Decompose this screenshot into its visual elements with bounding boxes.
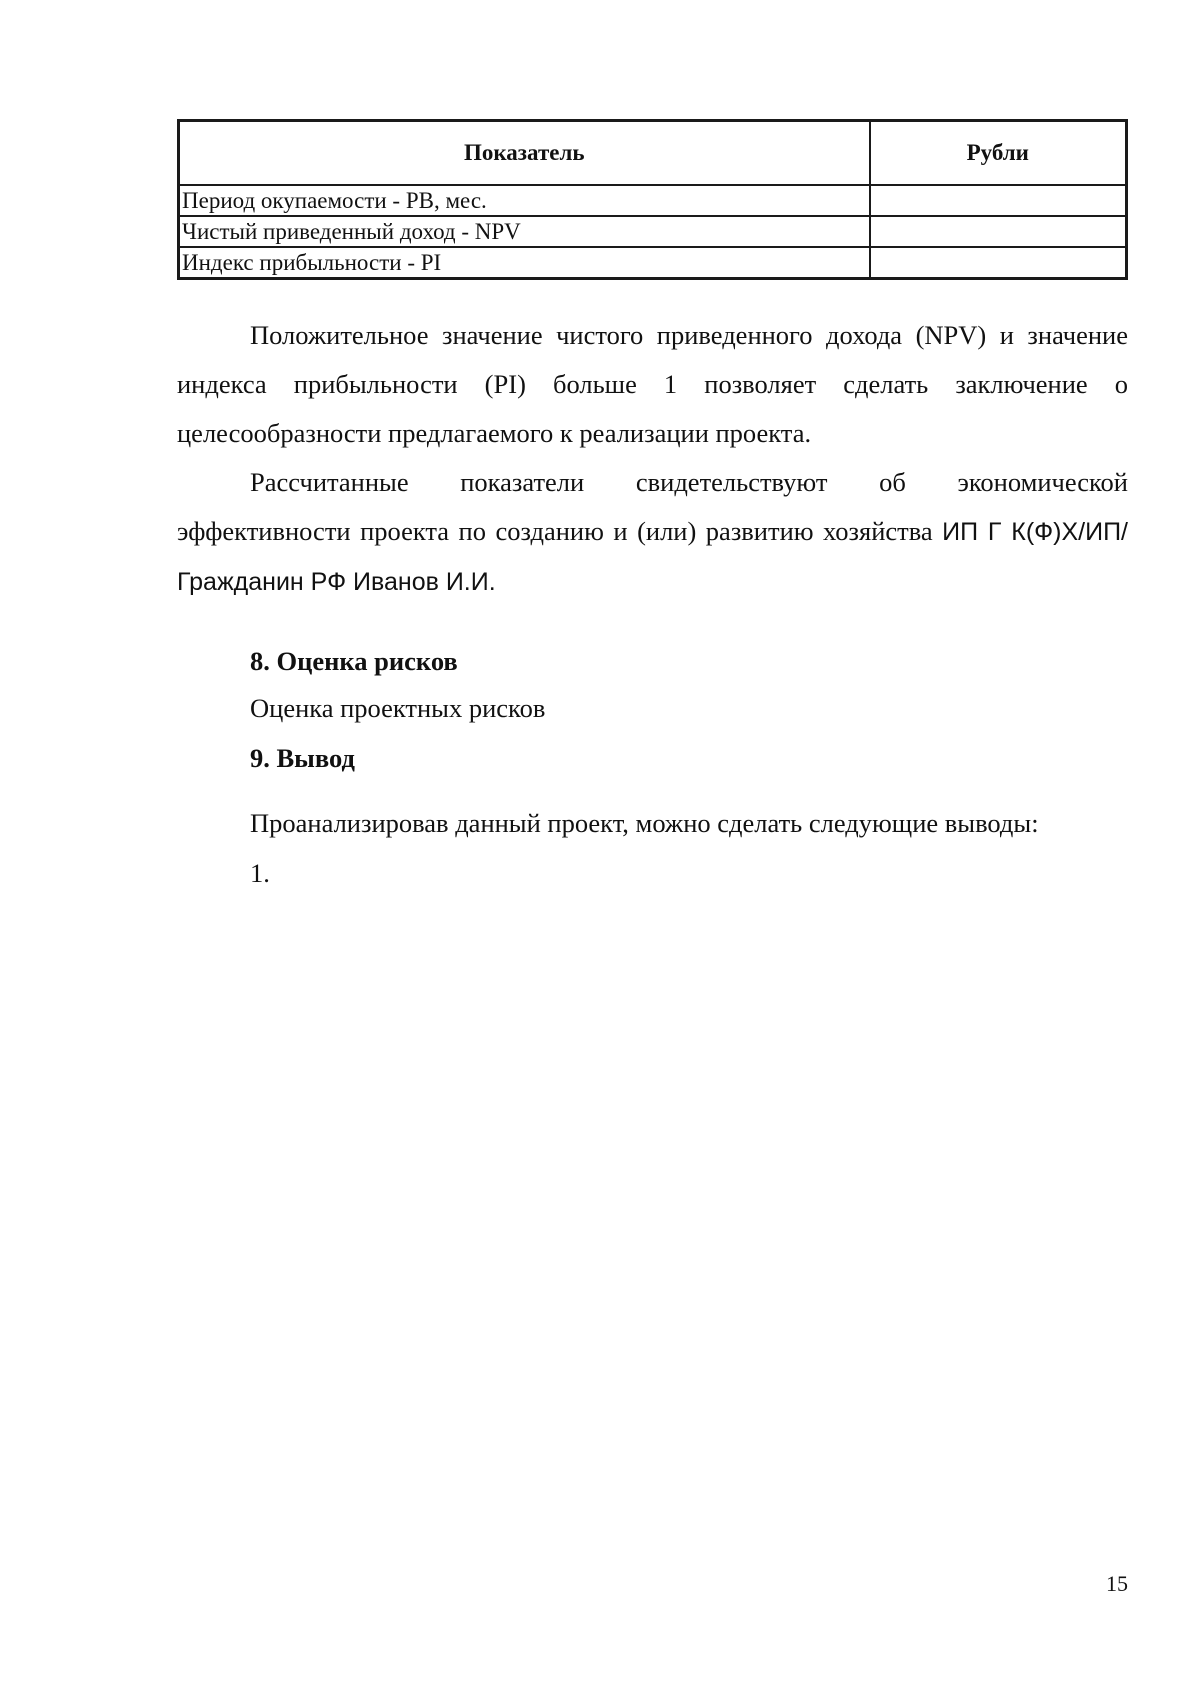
cell-indicator: Чистый приведенный доход - NPV bbox=[179, 216, 870, 247]
table-row bbox=[179, 247, 1127, 279]
cell-value bbox=[870, 216, 1127, 247]
paragraph-npv-text: Положительное значение чистого приведенного дохода (NPV) и значение индекса прибыльности (PI) больше 1 позволяет сделать заключение о целесообразности предлагаемого к реализации проекта. bbox=[177, 320, 1128, 448]
cell-value bbox=[870, 247, 1127, 279]
table-header-row bbox=[179, 121, 1127, 186]
section-8-text: Оценка проектных рисков bbox=[250, 693, 546, 723]
metrics-table bbox=[177, 119, 1128, 280]
paragraph-indicators-text: Рассчитанные показатели свидетельствуют об экономической эффективности проекта по созданию и (или) развитию хозяйства bbox=[177, 467, 1128, 546]
cell-value bbox=[870, 185, 1127, 216]
table-row bbox=[179, 185, 1127, 216]
paragraph-indicators bbox=[177, 458, 1128, 607]
section-8-heading: 8. Оценка рисков bbox=[250, 646, 458, 676]
list-marker: 1. bbox=[250, 858, 270, 888]
section-9-text: Проанализировав данный проект, можно сделать следующие выводы: bbox=[250, 808, 1039, 838]
header-indicator: Показатель bbox=[179, 121, 870, 186]
paragraph-indicators-entity: ИП Г К(Ф)Х/ИП/Гражданин РФ Иванов И.И. bbox=[177, 518, 1128, 596]
table-row bbox=[179, 216, 1127, 247]
section-9-heading: 9. Вывод bbox=[250, 743, 355, 773]
page-number: 15 bbox=[1106, 1571, 1128, 1596]
header-rubles: Рубли bbox=[870, 121, 1127, 186]
cell-indicator: Индекс прибыльности - PI bbox=[179, 247, 870, 279]
cell-indicator: Период окупаемости - PB, мес. bbox=[179, 185, 870, 216]
paragraph-npv bbox=[177, 311, 1128, 458]
